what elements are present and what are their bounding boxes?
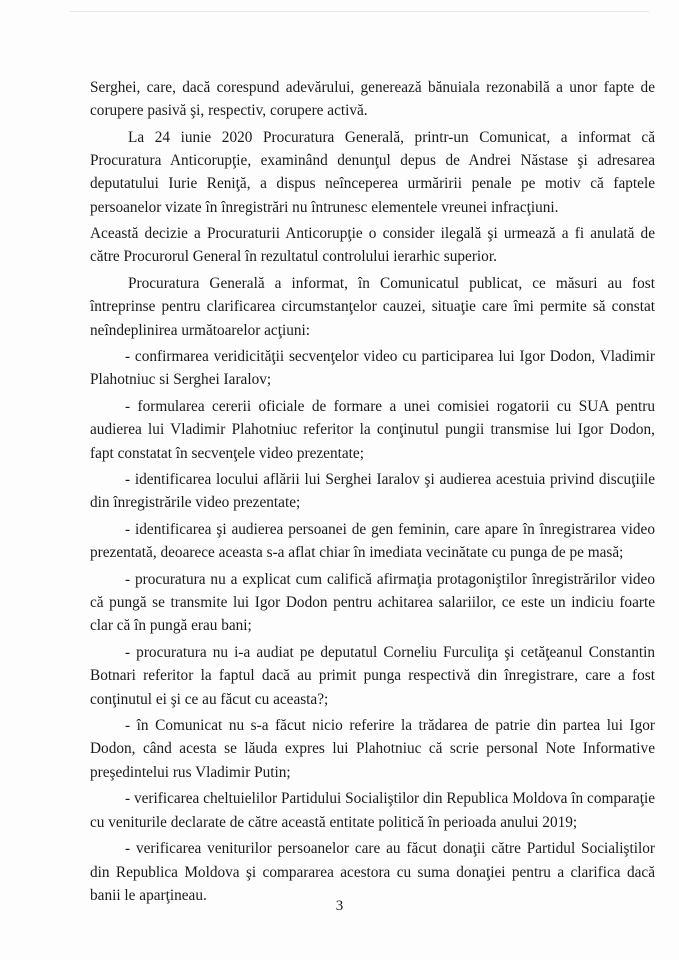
list-item: - verificarea veniturilor persoanelor care au făcut donaţii către Partidul Socialiştilor din Republica Moldova şi compararea acestora cu suma donaţiei pentru a clarifica dacă banii le aparţineau. — [90, 840, 655, 904]
list-item: - identificarea şi audierea persoanei de gen feminin, care apare în înregistrarea video prezentată, deoarece aceasta s-a aflat chiar în imediata vecinătate cu punga de pe masă; — [90, 521, 655, 562]
page-number: 3 — [335, 898, 344, 914]
list-item: - confirmarea veridicităţii secvenţelor video cu participarea lui Igor Dodon, Vladimir Plahotniuc si Serghei Iaralov; — [90, 348, 655, 389]
document-body — [90, 76, 655, 910]
paragraph: Procuratura Generală a informat, în Comunicatul publicat, ce măsuri au fost întreprinse pentru clarificarea circumstanţelor cauzei, situaţie care îmi permite să constat neîndeplinirea următoarelor acţiuni: — [90, 275, 655, 339]
scan-edge-line — [70, 11, 649, 12]
paragraph: Serghei, care, dacă corespund adevărului, generează bănuiala rezonabilă a unor fapte de corupere pasivă şi, respectiv, corupere activă. — [90, 79, 655, 120]
list-item: - procuratura nu i-a audiat pe deputatul Corneliu Furculiţa şi cetăţeanul Constantin Botnari referitor la faptul dacă au primit punga respectivă din înregistrare, care a fost conţinutul ei şi ce au făcut cu aceasta?; — [90, 644, 655, 708]
list-item: - procuratura nu a explicat cum califică afirmaţia protagoniştilor înregistrărilor video că pungă se transmite lui Igor Dodon pentru achitarea salariilor, ce este un indiciu foarte clar că în pungă erau bani; — [90, 571, 655, 635]
paragraph: Această decizie a Procuraturii Anticorupţie o consider ilegală şi urmează a fi anulată de către Procurorul General în rezultatul controlului ierarhic superior. — [90, 225, 655, 266]
list-item: - verificarea cheltuielilor Partidului Socialiştilor din Republica Moldova în comparaţie cu veniturile declarate de către această entitate politică în perioada anului 2019; — [90, 790, 655, 831]
list-item: - în Comunicat nu s-a făcut nicio referire la trădarea de patrie din partea lui Igor Dodon, când acesta se lăuda expres lui Plahotniuc că scrie personal Note Informative preşedintelui rus Vladimir Putin; — [90, 717, 655, 781]
list-item: - formularea cererii oficiale de formare a unei comisiei rogatorii cu SUA pentru audierea lui Vladimir Plahotniuc referitor la conţinutul pungii transmise lui Igor Dodon, fapt constatat în secvenţele video prezentate; — [90, 398, 655, 462]
paragraph: La 24 iunie 2020 Procuratura Generală, printr-un Comunicat, a informat că Procuratura Anticorupţie, examinând denunţul depus de Andrei Năstase şi adresarea deputatului Iurie Reniţă, a dispus neînceperea urmăririi penale pe motiv că faptele persoanelor vizate în înregistrări nu întrunesc elementele vreunei infracţiuni. — [90, 128, 655, 216]
list-item: - identificarea locului aflării lui Serghei Iaralov şi audierea acestuia privind discuţiile din înregistrările video prezentate; — [90, 471, 655, 512]
